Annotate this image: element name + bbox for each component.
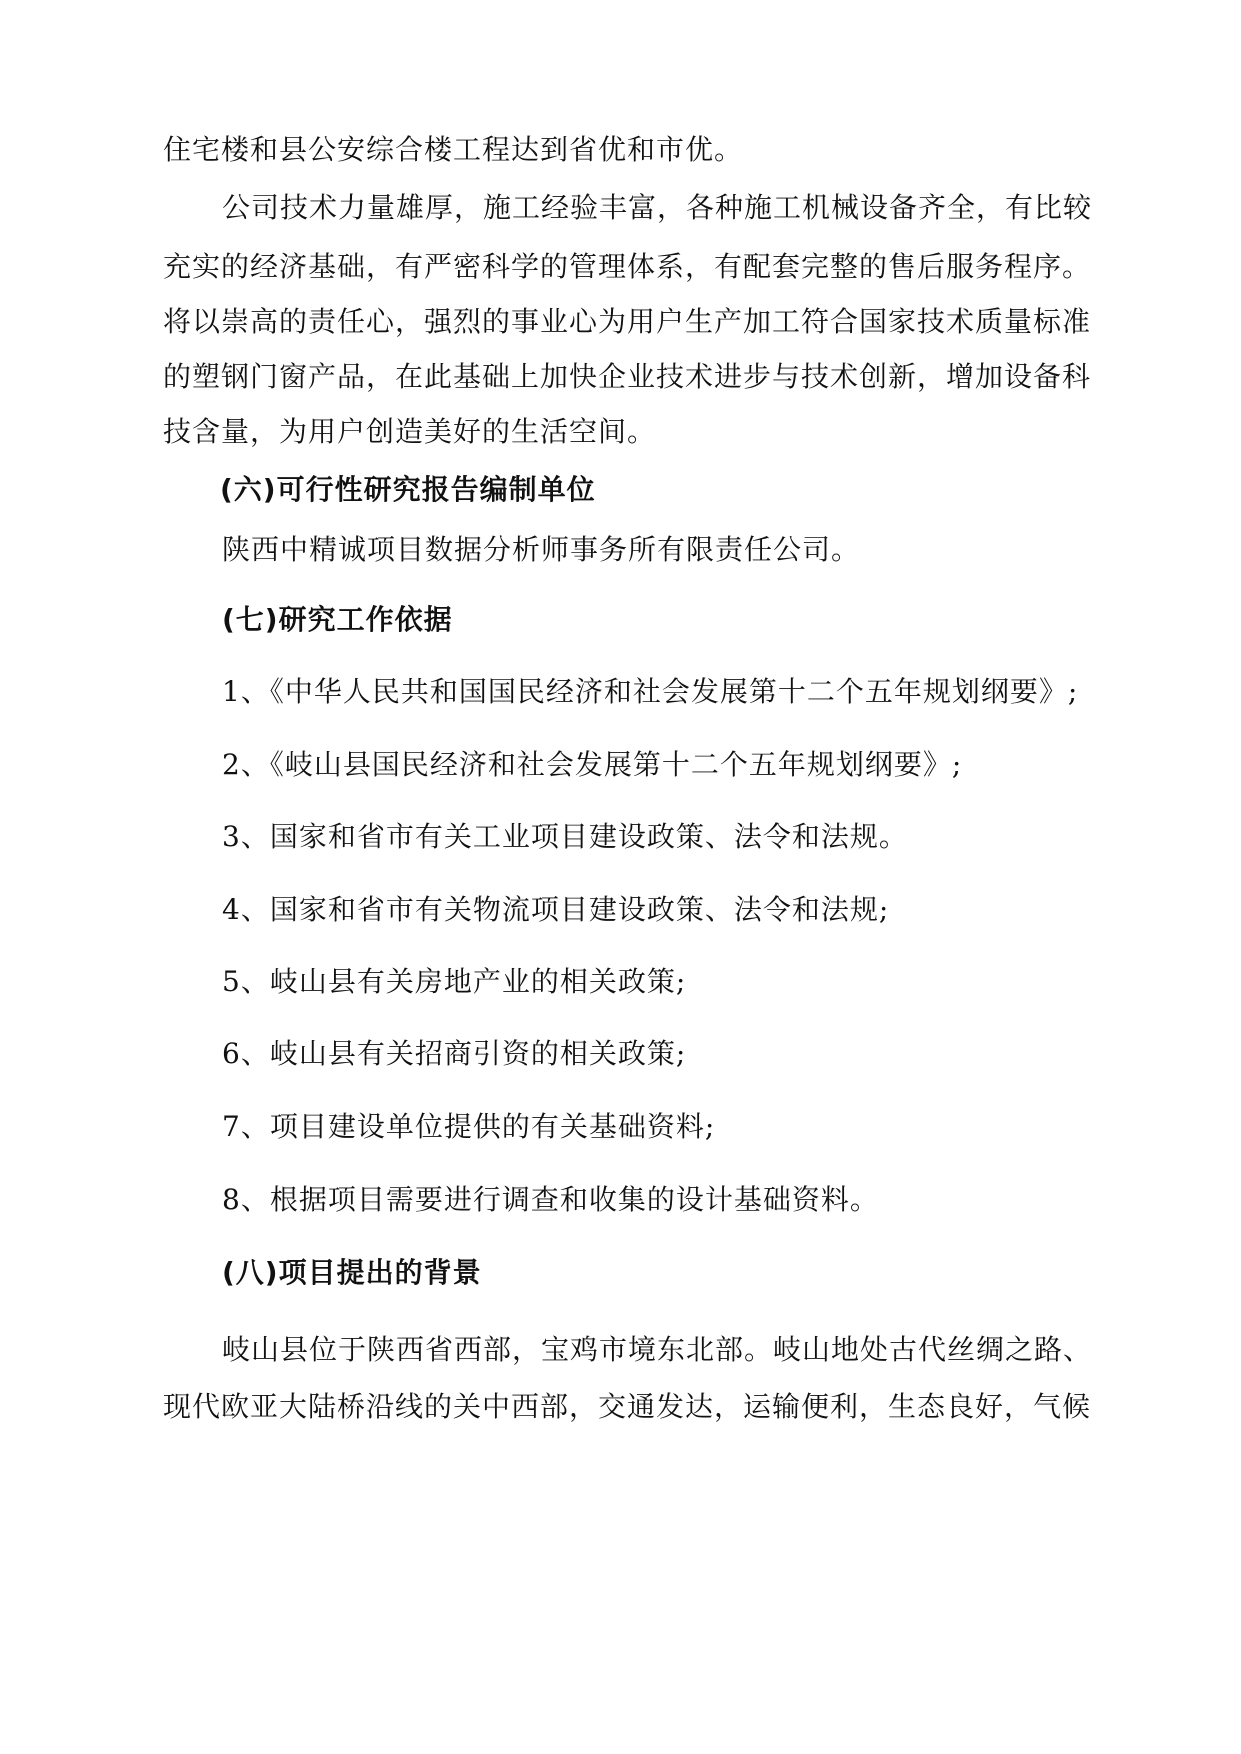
basis-item: 6、岐山县有关招商引资的相关政策; xyxy=(222,1037,687,1070)
paragraph-2-line-5: 技含量，为用户创造美好的生活空间。 xyxy=(163,415,657,448)
basis-item: 4、国家和省市有关物流项目建设政策、法令和法规; xyxy=(222,893,890,926)
section-6-heading: (六)可行性研究报告编制单位 xyxy=(220,473,596,506)
paragraph-2-line-4: 的塑钢门窗产品，在此基础上加快企业技术进步与技术创新，增加设备科 xyxy=(163,360,1092,393)
basis-item: 8、根据项目需要进行调查和收集的设计基础资料。 xyxy=(222,1183,879,1216)
basis-item: 7、项目建设单位提供的有关基础资料; xyxy=(222,1110,716,1143)
basis-item: 1、《中华人民共和国国民经济和社会发展第十二个五年规划纲要》; xyxy=(222,675,1079,708)
paragraph-1-line-1: 住宅楼和县公安综合楼工程达到省优和市优。 xyxy=(163,133,744,166)
paragraph-2-line-3: 将以崇高的责任心，强烈的事业心为用户生产加工符合国家技术质量标准 xyxy=(163,305,1092,338)
section-8-line-2: 现代欧亚大陆桥沿线的关中西部，交通发达，运输便利，生态良好，气候 xyxy=(163,1390,1092,1423)
basis-item: 2、《岐山县国民经济和社会发展第十二个五年规划纲要》; xyxy=(222,748,963,781)
paragraph-2-line-2: 充实的经济基础，有严密科学的管理体系，有配套完整的售后服务程序。 xyxy=(163,250,1092,283)
basis-item: 3、国家和省市有关工业项目建设政策、法令和法规。 xyxy=(222,820,908,853)
paragraph-2-line-1: 公司技术力量雄厚，施工经验丰富，各种施工机械设备齐全，有比较 xyxy=(222,191,1093,224)
section-8-heading: (八)项目提出的背景 xyxy=(222,1256,482,1289)
basis-item: 5、岐山县有关房地产业的相关政策; xyxy=(222,965,687,998)
section-7-heading: (七)研究工作依据 xyxy=(222,603,453,636)
section-6-text: 陕西中精诚项目数据分析师事务所有限责任公司。 xyxy=(222,533,861,566)
section-8-line-1: 岐山县位于陕西省西部，宝鸡市境东北部。岐山地处古代丝绸之路、 xyxy=(222,1333,1093,1366)
